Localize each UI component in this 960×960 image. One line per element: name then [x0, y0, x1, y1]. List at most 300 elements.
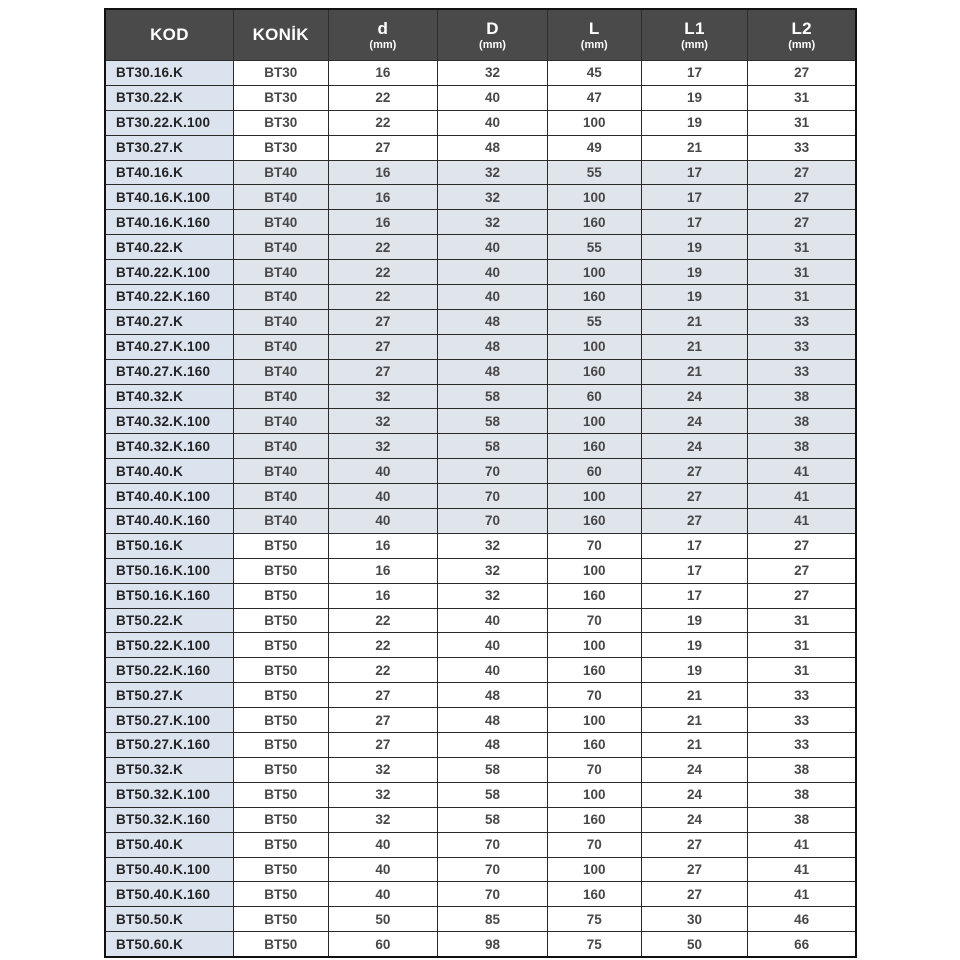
- kod-cell: BT50.22.K: [105, 608, 233, 633]
- value-cell: 31: [748, 235, 856, 260]
- kod-cell: BT40.16.K: [105, 160, 233, 185]
- value-cell: 58: [438, 434, 548, 459]
- value-cell: 27: [328, 135, 438, 160]
- value-cell: 48: [438, 683, 548, 708]
- column-header-label: L2: [791, 18, 812, 38]
- value-cell: BT40: [233, 484, 328, 509]
- value-cell: 70: [438, 484, 548, 509]
- value-cell: 70: [438, 882, 548, 907]
- value-cell: 49: [547, 135, 641, 160]
- value-cell: 48: [438, 135, 548, 160]
- value-cell: 17: [641, 583, 748, 608]
- kod-cell: BT40.27.K: [105, 309, 233, 334]
- table-row: [105, 235, 856, 260]
- value-cell: 19: [641, 608, 748, 633]
- table-row: [105, 757, 856, 782]
- table-row: [105, 110, 856, 135]
- value-cell: 70: [547, 533, 641, 558]
- table-row: [105, 85, 856, 110]
- table-row: [105, 533, 856, 558]
- value-cell: 33: [748, 334, 856, 359]
- table-row: [105, 658, 856, 683]
- value-cell: 50: [641, 932, 748, 957]
- value-cell: 16: [328, 558, 438, 583]
- value-cell: 58: [438, 409, 548, 434]
- value-cell: BT50: [233, 932, 328, 957]
- value-cell: 31: [748, 85, 856, 110]
- value-cell: 32: [438, 185, 548, 210]
- value-cell: 40: [438, 260, 548, 285]
- value-cell: BT40: [233, 359, 328, 384]
- kod-cell: BT50.16.K.160: [105, 583, 233, 608]
- value-cell: 55: [547, 235, 641, 260]
- value-cell: BT30: [233, 135, 328, 160]
- value-cell: 160: [547, 509, 641, 534]
- value-cell: BT40: [233, 334, 328, 359]
- value-cell: 27: [328, 733, 438, 758]
- value-cell: 32: [328, 409, 438, 434]
- value-cell: 40: [328, 882, 438, 907]
- value-cell: 38: [748, 434, 856, 459]
- column-header-d: [328, 9, 438, 61]
- value-cell: 70: [438, 857, 548, 882]
- value-cell: BT50: [233, 807, 328, 832]
- value-cell: 100: [547, 857, 641, 882]
- value-cell: 27: [748, 558, 856, 583]
- value-cell: 100: [547, 409, 641, 434]
- kod-cell: BT50.27.K.160: [105, 733, 233, 758]
- table-row: [105, 484, 856, 509]
- value-cell: 41: [748, 882, 856, 907]
- value-cell: 32: [438, 160, 548, 185]
- value-cell: 19: [641, 235, 748, 260]
- table-row: [105, 907, 856, 932]
- value-cell: BT30: [233, 61, 328, 86]
- value-cell: 21: [641, 334, 748, 359]
- column-header-label: L: [588, 18, 600, 38]
- table-row: [105, 932, 856, 957]
- column-header-d: [438, 9, 548, 61]
- value-cell: 22: [328, 235, 438, 260]
- kod-cell: BT40.27.K.100: [105, 334, 233, 359]
- value-cell: 17: [641, 185, 748, 210]
- value-cell: 32: [328, 384, 438, 409]
- value-cell: 31: [748, 658, 856, 683]
- table-row: [105, 733, 856, 758]
- value-cell: BT40: [233, 459, 328, 484]
- value-cell: BT50: [233, 583, 328, 608]
- value-cell: 40: [438, 110, 548, 135]
- kod-cell: BT40.32.K.100: [105, 409, 233, 434]
- value-cell: 19: [641, 85, 748, 110]
- value-cell: 70: [547, 832, 641, 857]
- kod-cell: BT50.32.K: [105, 757, 233, 782]
- value-cell: 40: [328, 509, 438, 534]
- value-cell: 48: [438, 359, 548, 384]
- value-cell: 100: [547, 260, 641, 285]
- value-cell: 58: [438, 807, 548, 832]
- kod-cell: BT40.32.K.160: [105, 434, 233, 459]
- value-cell: BT50: [233, 757, 328, 782]
- value-cell: BT50: [233, 558, 328, 583]
- column-header-unit: (mm): [681, 38, 708, 51]
- value-cell: 160: [547, 210, 641, 235]
- value-cell: 22: [328, 633, 438, 658]
- value-cell: 75: [547, 907, 641, 932]
- column-header-unit: (mm): [580, 38, 608, 51]
- value-cell: 24: [641, 434, 748, 459]
- value-cell: 160: [547, 583, 641, 608]
- column-header-l1: [641, 9, 748, 61]
- value-cell: 100: [547, 334, 641, 359]
- value-cell: 24: [641, 384, 748, 409]
- table-row: [105, 459, 856, 484]
- column-header-unit: (mm): [788, 38, 816, 51]
- table-row: [105, 782, 856, 807]
- value-cell: BT40: [233, 509, 328, 534]
- value-cell: 40: [438, 285, 548, 310]
- value-cell: 41: [748, 459, 856, 484]
- value-cell: 40: [328, 484, 438, 509]
- kod-cell: BT30.27.K: [105, 135, 233, 160]
- kod-cell: BT40.22.K.100: [105, 260, 233, 285]
- table-row: [105, 61, 856, 86]
- value-cell: 27: [748, 210, 856, 235]
- value-cell: 41: [748, 857, 856, 882]
- kod-cell: BT30.22.K.100: [105, 110, 233, 135]
- value-cell: 60: [328, 932, 438, 957]
- value-cell: 70: [547, 757, 641, 782]
- value-cell: 60: [547, 459, 641, 484]
- value-cell: 40: [328, 459, 438, 484]
- value-cell: 27: [748, 583, 856, 608]
- value-cell: 48: [438, 309, 548, 334]
- value-cell: 27: [748, 160, 856, 185]
- value-cell: 160: [547, 658, 641, 683]
- value-cell: 160: [547, 359, 641, 384]
- table-row: [105, 210, 856, 235]
- value-cell: 47: [547, 85, 641, 110]
- value-cell: 41: [748, 484, 856, 509]
- kod-cell: BT40.32.K: [105, 384, 233, 409]
- value-cell: BT50: [233, 633, 328, 658]
- value-cell: 70: [547, 608, 641, 633]
- table-row: [105, 409, 856, 434]
- value-cell: 70: [438, 459, 548, 484]
- value-cell: 160: [547, 882, 641, 907]
- table-row: [105, 608, 856, 633]
- value-cell: 27: [328, 334, 438, 359]
- value-cell: 27: [328, 683, 438, 708]
- column-header-kod: [105, 9, 233, 61]
- value-cell: 160: [547, 807, 641, 832]
- value-cell: 22: [328, 608, 438, 633]
- kod-cell: BT30.16.K: [105, 61, 233, 86]
- kod-cell: BT50.16.K.100: [105, 558, 233, 583]
- table-row: [105, 807, 856, 832]
- value-cell: 21: [641, 135, 748, 160]
- kod-cell: BT40.40.K.100: [105, 484, 233, 509]
- column-header-label: KOD: [150, 25, 189, 44]
- value-cell: 19: [641, 110, 748, 135]
- table-header: [105, 9, 856, 61]
- table-row: [105, 882, 856, 907]
- value-cell: BT50: [233, 907, 328, 932]
- value-cell: 40: [438, 85, 548, 110]
- column-header-l2: [748, 9, 856, 61]
- value-cell: 33: [748, 309, 856, 334]
- value-cell: BT30: [233, 110, 328, 135]
- value-cell: 58: [438, 782, 548, 807]
- value-cell: 70: [438, 832, 548, 857]
- value-cell: 33: [748, 733, 856, 758]
- kod-cell: BT30.22.K: [105, 85, 233, 110]
- value-cell: BT50: [233, 683, 328, 708]
- value-cell: 85: [438, 907, 548, 932]
- kod-cell: BT50.27.K: [105, 683, 233, 708]
- value-cell: 100: [547, 633, 641, 658]
- value-cell: BT40: [233, 235, 328, 260]
- value-cell: 46: [748, 907, 856, 932]
- column-header-label: d: [377, 18, 389, 38]
- value-cell: 50: [328, 907, 438, 932]
- value-cell: 22: [328, 85, 438, 110]
- value-cell: 40: [328, 832, 438, 857]
- table-row: [105, 285, 856, 310]
- value-cell: 40: [438, 633, 548, 658]
- value-cell: 30: [641, 907, 748, 932]
- table-row: [105, 309, 856, 334]
- kod-cell: BT50.32.K.160: [105, 807, 233, 832]
- value-cell: 100: [547, 484, 641, 509]
- value-cell: 58: [438, 757, 548, 782]
- value-cell: 16: [328, 533, 438, 558]
- table-row: [105, 857, 856, 882]
- kod-cell: BT40.22.K: [105, 235, 233, 260]
- value-cell: BT50: [233, 658, 328, 683]
- value-cell: 27: [328, 708, 438, 733]
- kod-cell: BT50.22.K.100: [105, 633, 233, 658]
- value-cell: 27: [328, 359, 438, 384]
- kod-cell: BT40.16.K.100: [105, 185, 233, 210]
- table-row: [105, 683, 856, 708]
- value-cell: BT40: [233, 309, 328, 334]
- value-cell: BT40: [233, 185, 328, 210]
- table-row: [105, 832, 856, 857]
- value-cell: 32: [438, 533, 548, 558]
- value-cell: 31: [748, 285, 856, 310]
- value-cell: BT50: [233, 708, 328, 733]
- value-cell: 38: [748, 384, 856, 409]
- value-cell: 17: [641, 533, 748, 558]
- value-cell: 38: [748, 807, 856, 832]
- value-cell: BT40: [233, 434, 328, 459]
- value-cell: 160: [547, 434, 641, 459]
- value-cell: 55: [547, 160, 641, 185]
- table-row: [105, 558, 856, 583]
- value-cell: BT40: [233, 210, 328, 235]
- table-row: [105, 434, 856, 459]
- value-cell: BT30: [233, 85, 328, 110]
- value-cell: 33: [748, 135, 856, 160]
- value-cell: 21: [641, 708, 748, 733]
- column-header-koni̇k: [233, 9, 328, 61]
- value-cell: 22: [328, 658, 438, 683]
- value-cell: 40: [328, 857, 438, 882]
- value-cell: 38: [748, 757, 856, 782]
- kod-cell: BT50.22.K.160: [105, 658, 233, 683]
- table-row: [105, 708, 856, 733]
- value-cell: 17: [641, 160, 748, 185]
- kod-cell: BT50.60.K: [105, 932, 233, 957]
- column-header-unit: (mm): [369, 38, 397, 51]
- value-cell: 22: [328, 110, 438, 135]
- table-row: [105, 135, 856, 160]
- kod-cell: BT50.27.K.100: [105, 708, 233, 733]
- value-cell: 21: [641, 359, 748, 384]
- value-cell: 40: [438, 235, 548, 260]
- value-cell: 66: [748, 932, 856, 957]
- value-cell: 100: [547, 110, 641, 135]
- table-row: [105, 334, 856, 359]
- value-cell: 21: [641, 309, 748, 334]
- kod-cell: BT50.32.K.100: [105, 782, 233, 807]
- value-cell: 160: [547, 733, 641, 758]
- value-cell: 31: [748, 260, 856, 285]
- value-cell: 16: [328, 583, 438, 608]
- value-cell: 27: [641, 857, 748, 882]
- value-cell: 100: [547, 558, 641, 583]
- value-cell: 32: [328, 782, 438, 807]
- table-body: [105, 61, 856, 958]
- table-row: [105, 359, 856, 384]
- value-cell: 21: [641, 683, 748, 708]
- value-cell: 24: [641, 757, 748, 782]
- value-cell: BT50: [233, 882, 328, 907]
- value-cell: 27: [641, 832, 748, 857]
- value-cell: 33: [748, 359, 856, 384]
- value-cell: BT50: [233, 733, 328, 758]
- value-cell: 27: [641, 459, 748, 484]
- kod-cell: BT40.22.K.160: [105, 285, 233, 310]
- kod-cell: BT40.40.K: [105, 459, 233, 484]
- table-row: [105, 509, 856, 534]
- kod-cell: BT40.40.K.160: [105, 509, 233, 534]
- value-cell: 41: [748, 832, 856, 857]
- value-cell: 45: [547, 61, 641, 86]
- dimension-spec-table: [104, 8, 857, 958]
- column-header-unit: (mm): [479, 38, 506, 51]
- value-cell: BT50: [233, 608, 328, 633]
- value-cell: 31: [748, 110, 856, 135]
- value-cell: 40: [438, 658, 548, 683]
- value-cell: 33: [748, 708, 856, 733]
- value-cell: 48: [438, 708, 548, 733]
- kod-cell: BT40.16.K.160: [105, 210, 233, 235]
- kod-cell: BT50.16.K: [105, 533, 233, 558]
- value-cell: 32: [438, 210, 548, 235]
- value-cell: 19: [641, 633, 748, 658]
- table-row: [105, 583, 856, 608]
- value-cell: 31: [748, 608, 856, 633]
- value-cell: 27: [748, 61, 856, 86]
- kod-cell: BT50.40.K: [105, 832, 233, 857]
- value-cell: 27: [641, 509, 748, 534]
- table-row: [105, 633, 856, 658]
- value-cell: 17: [641, 61, 748, 86]
- value-cell: BT40: [233, 384, 328, 409]
- value-cell: 24: [641, 807, 748, 832]
- value-cell: 98: [438, 932, 548, 957]
- value-cell: 70: [438, 509, 548, 534]
- value-cell: 19: [641, 260, 748, 285]
- value-cell: 22: [328, 285, 438, 310]
- value-cell: BT40: [233, 260, 328, 285]
- value-cell: 27: [748, 185, 856, 210]
- value-cell: 19: [641, 285, 748, 310]
- value-cell: 33: [748, 683, 856, 708]
- value-cell: BT50: [233, 782, 328, 807]
- value-cell: 75: [547, 932, 641, 957]
- column-header-l: [547, 9, 641, 61]
- table-row: [105, 185, 856, 210]
- value-cell: 32: [328, 757, 438, 782]
- column-header-label: L1: [684, 18, 705, 38]
- kod-cell: BT40.27.K.160: [105, 359, 233, 384]
- value-cell: BT40: [233, 285, 328, 310]
- value-cell: 100: [547, 708, 641, 733]
- value-cell: 32: [328, 434, 438, 459]
- value-cell: 32: [438, 61, 548, 86]
- table-row: [105, 384, 856, 409]
- value-cell: 55: [547, 309, 641, 334]
- value-cell: BT50: [233, 857, 328, 882]
- table-row: [105, 160, 856, 185]
- value-cell: 19: [641, 658, 748, 683]
- value-cell: 100: [547, 185, 641, 210]
- value-cell: 27: [748, 533, 856, 558]
- value-cell: 21: [641, 733, 748, 758]
- value-cell: 24: [641, 782, 748, 807]
- kod-cell: BT50.50.K: [105, 907, 233, 932]
- value-cell: 41: [748, 509, 856, 534]
- value-cell: 17: [641, 558, 748, 583]
- value-cell: 27: [641, 484, 748, 509]
- value-cell: BT40: [233, 409, 328, 434]
- value-cell: BT40: [233, 160, 328, 185]
- value-cell: 160: [547, 285, 641, 310]
- table-row: [105, 260, 856, 285]
- value-cell: 17: [641, 210, 748, 235]
- value-cell: 16: [328, 61, 438, 86]
- value-cell: 31: [748, 633, 856, 658]
- value-cell: 60: [547, 384, 641, 409]
- value-cell: 22: [328, 260, 438, 285]
- column-header-label: D: [486, 18, 499, 38]
- value-cell: 27: [328, 309, 438, 334]
- kod-cell: BT50.40.K.100: [105, 857, 233, 882]
- value-cell: 32: [438, 583, 548, 608]
- value-cell: BT50: [233, 533, 328, 558]
- value-cell: 40: [438, 608, 548, 633]
- value-cell: 32: [328, 807, 438, 832]
- value-cell: 58: [438, 384, 548, 409]
- header-row: [105, 9, 856, 61]
- value-cell: 48: [438, 733, 548, 758]
- value-cell: 24: [641, 409, 748, 434]
- value-cell: 32: [438, 558, 548, 583]
- value-cell: 100: [547, 782, 641, 807]
